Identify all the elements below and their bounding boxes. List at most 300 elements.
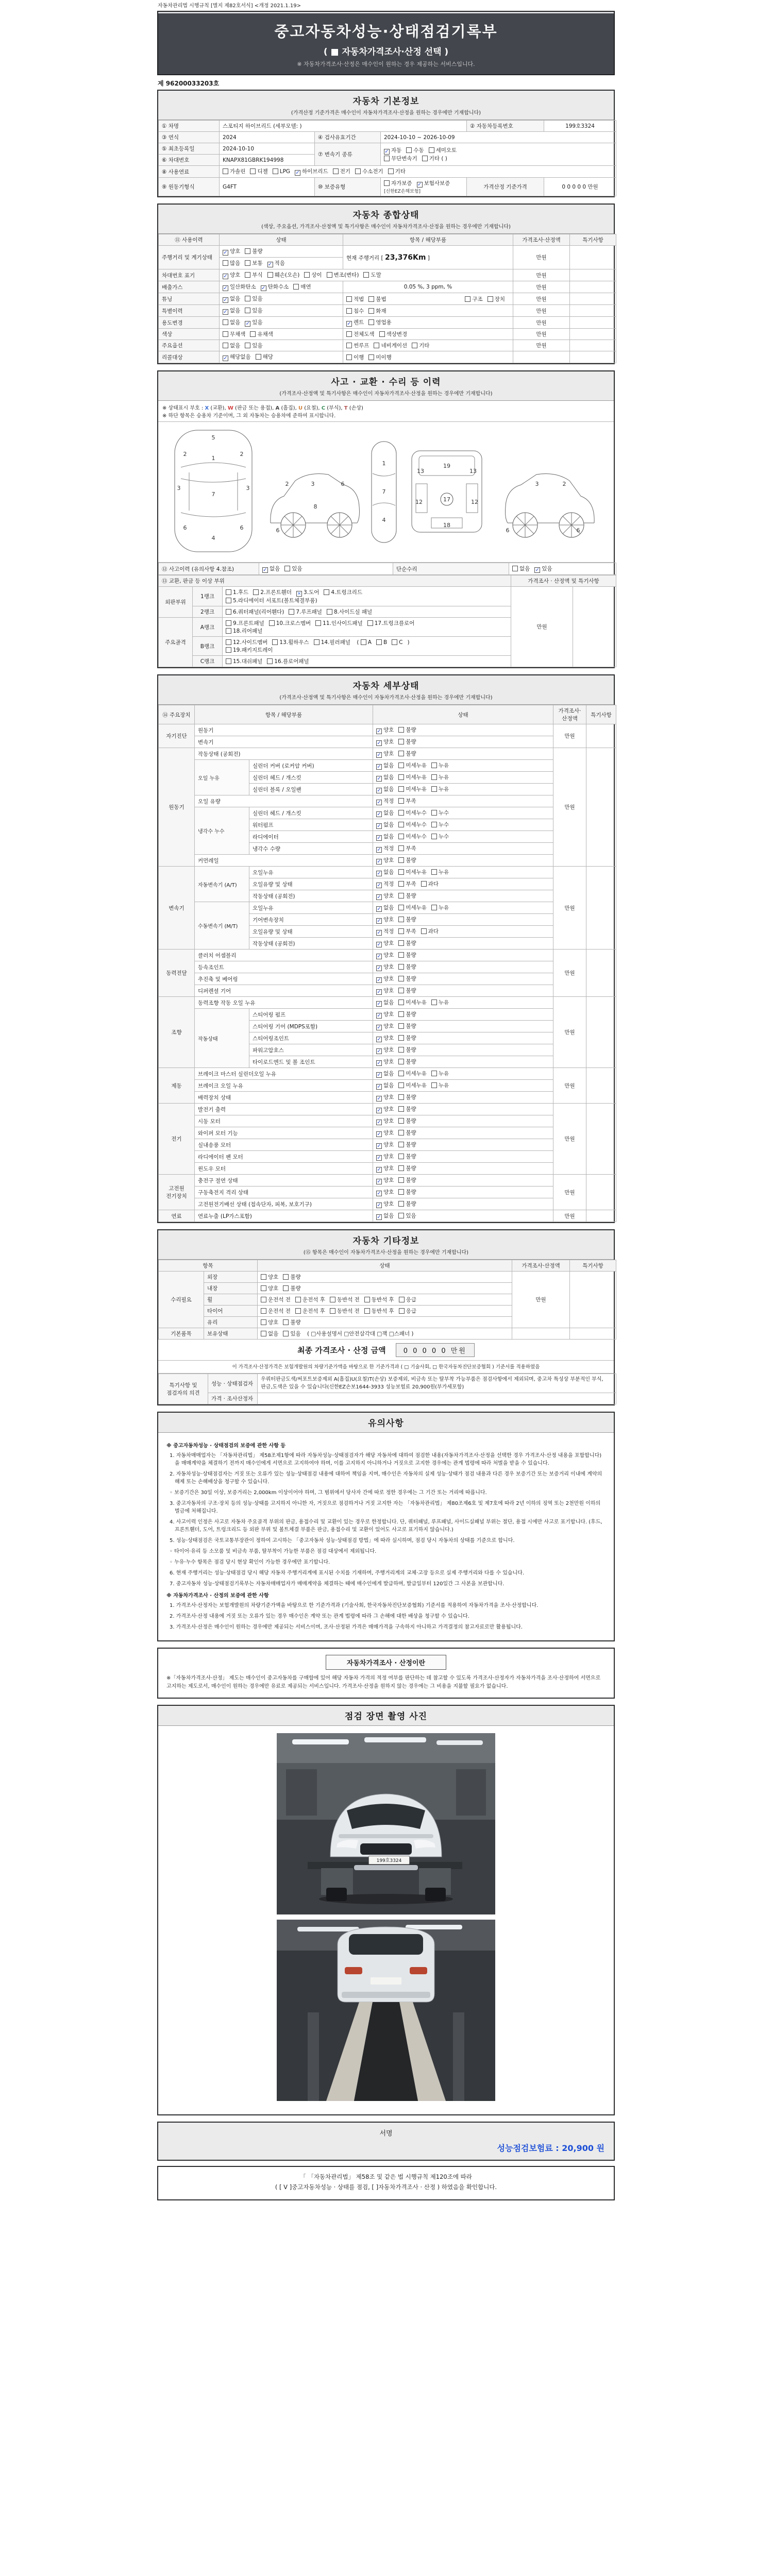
checkbox-label: 4.트렁크리드	[331, 589, 363, 596]
state-checkboxes	[373, 1175, 553, 1187]
state-checkboxes	[373, 985, 553, 997]
checkbox-label: 있음	[290, 1331, 301, 1337]
price-cell: 만원	[513, 246, 570, 269]
price-cell: 만원	[513, 317, 570, 329]
item-label: 배력장치 상태	[195, 1092, 373, 1104]
checkbox-label: 미세누유	[406, 1082, 427, 1089]
checkbox-option	[363, 271, 381, 279]
diagram-part-number: 6	[576, 527, 580, 534]
pillar-abc-checkboxes	[361, 639, 408, 646]
column-header: ⑭ 주요장치	[159, 705, 195, 724]
checkbox	[398, 1082, 404, 1088]
repair-needed-label: 수리필요	[159, 1272, 204, 1328]
checkbox-option	[376, 797, 394, 805]
checkbox: ✓	[223, 285, 228, 291]
item-label: 와이퍼 모터 기능	[195, 1127, 373, 1139]
row-label: 리콜대상	[159, 351, 220, 363]
photo-front-scene	[277, 1733, 495, 1914]
checkbox-label: 디젤	[257, 168, 268, 175]
checkbox	[398, 1154, 404, 1159]
price-cell	[513, 351, 570, 363]
checkbox	[226, 658, 231, 664]
checkbox-option	[223, 167, 245, 175]
item-label: 브레이크 오일 누유	[195, 1080, 373, 1092]
checkbox: ✓	[377, 1179, 381, 1184]
notice-paragraph: 2. 자동차성능·상태점검자는 거짓 또는 오류가 있는 성능·상태점검 내용에 대하여 책임을 지며, 매수인은 자동차의 실제 성능·상태가 점검 내용과 다른 경우 보증기간 또는 보증거리 이내에 계약의 해제 또는 손해배상을 청구할 수 있습니다.	[170, 1471, 602, 1485]
section-note: (가격조사·산정액 및 특기사항은 매수인이 자동차가격조사·산정을 원하는 경우에만 기재합니다)	[279, 695, 493, 701]
checkbox-label: 동반석 후	[371, 1297, 394, 1303]
checkbox	[398, 1165, 404, 1171]
field-label: ⑨ 원동기형식	[159, 178, 220, 196]
checkbox-option	[398, 939, 416, 947]
remark-cell	[586, 748, 616, 867]
rank-label: 2랭크	[193, 606, 223, 618]
page-subnote: ※ 자동차가격조사·산정은 매수인이 원하는 경우 제공하는 서비스입니다.	[297, 61, 475, 67]
item-label: 실린더 커버 (로커암 커버)	[249, 760, 373, 772]
item-label: 변속기	[195, 736, 373, 748]
checkbox-option	[261, 283, 289, 291]
checkbox: ✓	[377, 859, 381, 865]
recall-state-checkboxes	[220, 351, 343, 363]
checkbox-label: 하이브리드	[302, 168, 328, 175]
checkbox-label: 양호	[383, 751, 394, 757]
notice-paragraph: 1. 자동차매매업자는 「자동차관리법」 제58조제1항에 따라 자동차성능·상태점검자가 해당 자동차에 대하여 점검한 내용(자동차가격조사·산정을 선택한 경우 가격조사·산정 내용을 포함합니다)을 매매계약을 체결하기 전까지 매수인에게 서면으로 고지하여야 하며, 이를 고지하지 아니하거나 거짓으로 고지한 경우에는 관계 법령에 따라 처벌을 받을 수 있습니다.	[170, 1453, 602, 1466]
checkbox-option	[364, 1296, 394, 1303]
checkbox	[398, 1094, 404, 1100]
license-plate: 199호3324	[368, 1856, 410, 1865]
transmission-checkboxes	[381, 143, 616, 166]
status-code-letter: C	[321, 405, 326, 411]
checkbox-option	[488, 295, 505, 303]
checkbox: ✓	[377, 800, 381, 805]
column-header: 항목	[159, 1260, 258, 1272]
checkbox-option	[398, 1010, 416, 1018]
checkbox-label: 15.대쉬패널	[233, 658, 263, 665]
state-checkboxes	[373, 1198, 553, 1210]
checkbox	[261, 1274, 266, 1280]
checkbox	[223, 331, 228, 337]
price-cell: 만원	[513, 340, 570, 351]
checkbox	[245, 260, 250, 266]
checkbox-option	[379, 330, 408, 338]
checkbox-option	[376, 1129, 394, 1137]
checkbox-option	[421, 927, 439, 935]
checkbox	[368, 308, 374, 314]
price-cell: 만원	[513, 269, 570, 281]
inspector-remarks: 우쿼터판금도색/써포트보증제외 A(흠집)U(요철)T(손상) 보증제외, 비금속 또는 탈부착 가능부품은 점검사항에서 제외되며, 중고차 특성상 부분적인 부식,판금,도색은 있을 수 있습니다(신한EZ손보1644-3933 성능보험료 20,900원(부가세포함)	[258, 1374, 616, 1393]
checkbox-option	[346, 330, 375, 338]
checkbox-label: 미세누유	[406, 1071, 427, 1077]
notice-paragraph: 6. 현재 주행거리는 성능·상태점검 당시 해당 자동차 주행거리계에 표시된 수치를 기재하며, 주행거리계의 교체·고장 등으로 실제 주행거리와 다를 수 있습니다.	[170, 1570, 525, 1576]
appraiser-role-label: 가격 · 조사산정자	[208, 1393, 258, 1404]
column-header: 가격조사·산정액	[513, 234, 570, 246]
device-label: 변속기	[159, 867, 195, 950]
price-cell: 만원	[513, 281, 570, 293]
item-label: 오일 유량	[195, 795, 373, 807]
checkbox-label: 양호	[383, 857, 394, 863]
checkbox-label: 상이	[311, 272, 322, 278]
checkbox	[245, 308, 250, 313]
checkbox	[245, 343, 250, 348]
checkbox-label: 불법	[376, 296, 386, 302]
appraiser-remarks	[258, 1393, 616, 1404]
checkbox	[304, 272, 310, 278]
checkbox-label: 있음	[252, 319, 263, 326]
price-cell: 만원	[553, 997, 586, 1068]
row-label: 배출가스	[159, 281, 220, 293]
checkbox-label: 누유	[438, 869, 449, 875]
checkbox-option	[388, 167, 406, 175]
checkbox: ✓	[377, 1167, 381, 1173]
checkbox-option	[376, 761, 394, 770]
price-cell: 만원	[553, 1210, 586, 1222]
checkbox-option	[376, 1105, 394, 1113]
checkbox-option	[346, 307, 364, 315]
checkbox-label: 해당	[262, 354, 273, 360]
checkbox	[431, 762, 437, 768]
item-label: 오일유량 및 상태	[249, 926, 373, 938]
checkbox	[398, 751, 404, 756]
checkbox-option	[361, 639, 372, 646]
mileage-amount-checkboxes	[220, 258, 343, 269]
checkbox: ✓	[377, 989, 381, 995]
checkbox-option	[296, 588, 319, 597]
diagram-part-number: 13	[417, 468, 424, 474]
checkbox-option	[250, 167, 267, 175]
accident-parts-table	[158, 575, 616, 667]
checkbox: ✓	[377, 1013, 381, 1019]
checkbox-label: 불량	[406, 1130, 416, 1136]
checkbox-label: 불량	[252, 248, 263, 255]
checkbox-option	[293, 283, 311, 291]
checkbox: ✓	[377, 942, 381, 947]
final-price-note: 이 가격조사·산정가격은 보험개발원의 차량기준가액을 바탕으로 한 기준가격과 ( □ 기술사회, □ 한국자동차진단보증협회 ) 기준서를 적용하였음	[158, 1361, 614, 1374]
checkbox-label: 불량	[406, 1047, 416, 1053]
checkbox-label: 불량	[406, 952, 416, 958]
checkbox-option	[368, 318, 391, 326]
checkbox: ✓	[377, 1072, 381, 1078]
diagram-part-number: 2	[240, 451, 244, 457]
checkbox-label: 양호	[383, 976, 394, 982]
checkbox-label: 불량	[290, 1285, 301, 1292]
checkbox-label: B	[383, 639, 388, 646]
checkbox-option	[346, 353, 364, 361]
checkbox-option	[226, 638, 267, 646]
final-price-label: 최종 가격조사 · 산정 금액	[297, 1346, 386, 1355]
checkbox: ✓	[377, 954, 381, 959]
pillar-abc-group: ( A B C )	[357, 639, 410, 646]
final-price-band	[158, 1340, 614, 1361]
checkbox	[368, 319, 374, 325]
checkbox	[261, 1308, 266, 1314]
checkbox-label: 적정	[383, 798, 394, 804]
checkbox-label: 양호	[383, 917, 394, 923]
field-label: ④ 검사유효기간	[315, 132, 381, 143]
field-label: ② 자동차등록번호	[467, 121, 544, 132]
item-label: 스티어링 기어 (MDPS포함)	[249, 1021, 373, 1032]
checkbox	[398, 917, 404, 922]
notice-paragraph: ◦ 타이어·유리 등 소모품 및 비금속 부품, 탈부착이 가능한 부품은 점검 대상에서 제외됩니다.	[170, 1549, 377, 1554]
state-checkboxes	[373, 938, 553, 950]
checkbox	[431, 774, 437, 780]
remark-cell	[586, 867, 616, 950]
checkbox-label: 불량	[406, 917, 416, 923]
checkbox-option	[376, 892, 394, 900]
checkbox-option	[226, 646, 273, 654]
checkbox-label: 과다	[428, 928, 439, 935]
checkbox	[398, 1011, 404, 1017]
state-checkboxes	[258, 1294, 512, 1306]
rank-label: 1랭크	[193, 587, 223, 606]
checkbox: ✓	[377, 1060, 381, 1066]
remark-cell	[586, 1104, 616, 1175]
state-checkboxes	[373, 831, 553, 843]
accident-history-checkboxes	[259, 563, 393, 575]
checkbox-label: 양호	[383, 739, 394, 745]
checkbox	[368, 354, 374, 360]
checkbox-label: 가솔린	[230, 168, 246, 175]
checkbox-label: 불량	[406, 976, 416, 982]
tuning-kind-checkboxes	[465, 295, 510, 303]
section-etc-info	[157, 1229, 615, 1405]
checkbox-label: 있음	[252, 308, 263, 314]
state-checkboxes	[373, 1163, 553, 1175]
checkbox	[283, 1331, 289, 1336]
checkbox	[398, 881, 404, 887]
checkbox: ✓	[223, 355, 228, 361]
item-label: 작동상태 (공회전)	[249, 938, 373, 950]
checkbox	[368, 296, 374, 302]
subgroup-label: 오일 누유	[195, 760, 249, 795]
checkbox-option	[245, 307, 262, 314]
checkbox-label: 불량	[406, 1201, 416, 1207]
checkbox	[398, 952, 404, 958]
checkbox-option	[376, 1070, 394, 1078]
checkbox-label: 네비게이션	[381, 343, 408, 349]
checkbox	[398, 822, 404, 827]
mileage-label: 현재 주행거리 [	[346, 255, 383, 261]
confirmation-statement	[157, 2166, 615, 2200]
detail-condition-table	[158, 705, 616, 1222]
checkbox-label: 구조	[472, 296, 483, 302]
item-label: 유리	[204, 1317, 258, 1328]
column-header: 상태	[220, 234, 343, 246]
checkbox-option	[261, 1330, 278, 1337]
photos-area	[158, 1726, 614, 2114]
checkbox	[399, 1308, 405, 1314]
state-checkboxes	[373, 1080, 553, 1092]
checkbox-label: 불량	[406, 1177, 416, 1183]
item-label: 원동기	[195, 724, 373, 736]
checkbox-label: 미세누유	[406, 762, 427, 769]
checkbox	[256, 354, 261, 360]
rank-label: A랭크	[193, 618, 223, 637]
checkbox-option	[417, 179, 450, 188]
checkbox-option	[376, 738, 394, 746]
checkbox	[261, 1331, 266, 1336]
diagram-part-number: 6	[183, 524, 187, 531]
checkbox	[379, 331, 385, 337]
diagram-part-number: 3	[177, 485, 181, 492]
checkbox	[245, 296, 250, 301]
checkbox-label: 적정	[383, 845, 394, 852]
column-header: 상태	[258, 1260, 512, 1272]
checkbox-option	[398, 1200, 416, 1208]
checkbox: ✓	[377, 1191, 381, 1196]
checkbox-label: 있음	[292, 566, 303, 572]
checkbox-label: 없음	[230, 319, 241, 326]
diagram-part-number: 6	[276, 527, 280, 534]
checkbox: ✓	[377, 906, 381, 912]
checkbox-label: 전기	[340, 168, 351, 175]
checkbox-option	[226, 619, 264, 627]
status-code-letter: T	[344, 405, 348, 411]
checkbox-option	[245, 318, 262, 327]
checkbox-label: 없음	[383, 1082, 394, 1089]
checkbox	[488, 296, 493, 302]
checkbox-label: 운전석 전	[268, 1297, 291, 1303]
checkbox-label: 불량	[406, 1118, 416, 1124]
diagram-part-number: 7	[211, 491, 215, 498]
checkbox-option	[333, 167, 350, 175]
checkbox-option	[261, 1307, 291, 1315]
checkbox-option	[398, 833, 427, 840]
signature-label: 서명	[379, 2130, 393, 2138]
checkbox: ✓	[377, 1001, 381, 1007]
diagram-part-number: 3	[535, 481, 539, 487]
checkbox-option	[398, 868, 427, 876]
item-label: 파워고압호스	[249, 1044, 373, 1056]
checkbox-label: 탄화수소	[267, 284, 289, 290]
rank2-checkboxes	[223, 606, 511, 618]
item-label: 워터펌프	[249, 819, 373, 831]
checkbox-option	[376, 1200, 394, 1208]
price-cell: 만원	[513, 305, 570, 317]
checkbox	[267, 658, 273, 664]
checkbox: ✓	[263, 567, 267, 573]
checkbox-option	[376, 1164, 394, 1173]
checkbox	[431, 1082, 437, 1088]
section-title: 자동차 세부상태	[352, 681, 419, 691]
inspection-record-document	[157, 1, 615, 2200]
checkbox-option	[261, 1318, 278, 1326]
item-label: 실린더 블록 / 오일팬	[249, 784, 373, 795]
checkbox-option	[376, 927, 394, 936]
item-label: 추진축 및 베어링	[195, 973, 373, 985]
checkbox-label: 없음	[268, 1331, 279, 1337]
diagram-part-number: 1	[382, 460, 386, 467]
checkbox-option	[346, 342, 369, 349]
checkbox-label: 없음	[383, 834, 394, 840]
checkbox-label: 화재	[376, 308, 386, 314]
checkbox-label: 불량	[406, 1059, 416, 1065]
status-code-letter: W	[227, 405, 233, 411]
checkbox	[398, 857, 404, 863]
checkbox-option	[330, 1307, 360, 1315]
item-label: 고전원전기배선 상태 (접속단자, 피복, 보호기구)	[195, 1198, 373, 1210]
checkbox-option	[376, 880, 394, 888]
state-checkboxes	[373, 1127, 553, 1139]
checkbox-label: 19.패키지트레이	[233, 647, 273, 653]
checkbox-label: 렌트	[354, 319, 364, 326]
checkbox: ✓	[377, 788, 381, 793]
remark-cell	[586, 1210, 616, 1222]
section-photos-header	[158, 1706, 614, 1726]
rank1-checkboxes	[226, 588, 508, 597]
row-label: 용도변경	[159, 317, 220, 329]
item-label: 오일누유	[249, 867, 373, 878]
state-checkboxes	[373, 1032, 553, 1044]
checkbox-option	[376, 1010, 394, 1019]
checkbox	[398, 940, 404, 946]
checkbox-option	[269, 619, 311, 627]
remark-cell	[570, 351, 616, 363]
parts-remark-cell	[573, 587, 616, 667]
remark-cell	[586, 997, 616, 1068]
mileage-value: 23,376Km	[384, 253, 426, 262]
checkbox-option	[226, 627, 262, 635]
checkbox: ✓	[377, 764, 381, 770]
checkbox-option	[399, 1307, 416, 1315]
checkbox-option	[512, 565, 530, 572]
checkbox	[250, 168, 256, 174]
checkbox-label: 10.크로스멤버	[276, 620, 311, 626]
checkbox-label: 없음	[230, 343, 241, 349]
remark-cell	[570, 1328, 616, 1340]
state-checkboxes	[373, 1210, 553, 1222]
overall-condition-table	[158, 234, 616, 363]
checkbox	[284, 566, 290, 571]
checkbox-option	[398, 1070, 427, 1077]
state-checkboxes	[373, 961, 553, 973]
item-label: 오일유량 및 상태	[249, 878, 373, 890]
checkbox-label: 미세누수	[406, 810, 427, 816]
checkbox	[261, 1285, 266, 1291]
option-state-checkboxes	[220, 340, 343, 351]
checkbox: ✓	[377, 977, 381, 983]
vehicle-diagram	[158, 422, 614, 563]
checkbox-label: 응급	[406, 1297, 416, 1303]
checkbox-label: 없음	[383, 762, 394, 769]
checkbox-option	[223, 353, 251, 361]
checkbox	[398, 774, 404, 780]
state-checkboxes	[373, 784, 553, 795]
checkbox: ✓	[535, 567, 540, 573]
subgroup-label: 작동상태	[195, 1009, 249, 1068]
section-note: (색상, 주요옵션, 가격조사·산정액 및 특기사항은 매수인이 자동차가격조사·산정을 원하는 경우에만 기재합니다)	[261, 224, 511, 230]
emission-checkboxes	[220, 281, 343, 293]
checkbox-label: 미세누유	[406, 999, 427, 1006]
checkbox	[363, 272, 369, 278]
checkbox-label: 동반석 전	[337, 1297, 360, 1303]
section-title: 점검 장면 촬영 사진	[344, 1711, 428, 1722]
checkbox-option	[223, 259, 240, 267]
checkbox-label: 누유	[438, 762, 449, 769]
checkbox	[431, 822, 437, 827]
item-label: 클러치 어셈블리	[195, 950, 373, 961]
checkbox-label: 매연	[300, 284, 311, 290]
document-number: 제 96200033203호	[158, 80, 220, 87]
checkbox	[346, 308, 352, 314]
checkbox-option	[398, 975, 416, 982]
checkbox: ✓	[377, 1096, 381, 1101]
checkbox-option	[398, 892, 416, 900]
checkbox-option	[267, 271, 300, 279]
state-checkboxes	[373, 914, 553, 926]
checkbox-option	[226, 597, 317, 604]
diagram-part-number: 2	[285, 481, 289, 487]
rankB-checkboxes	[226, 639, 355, 646]
